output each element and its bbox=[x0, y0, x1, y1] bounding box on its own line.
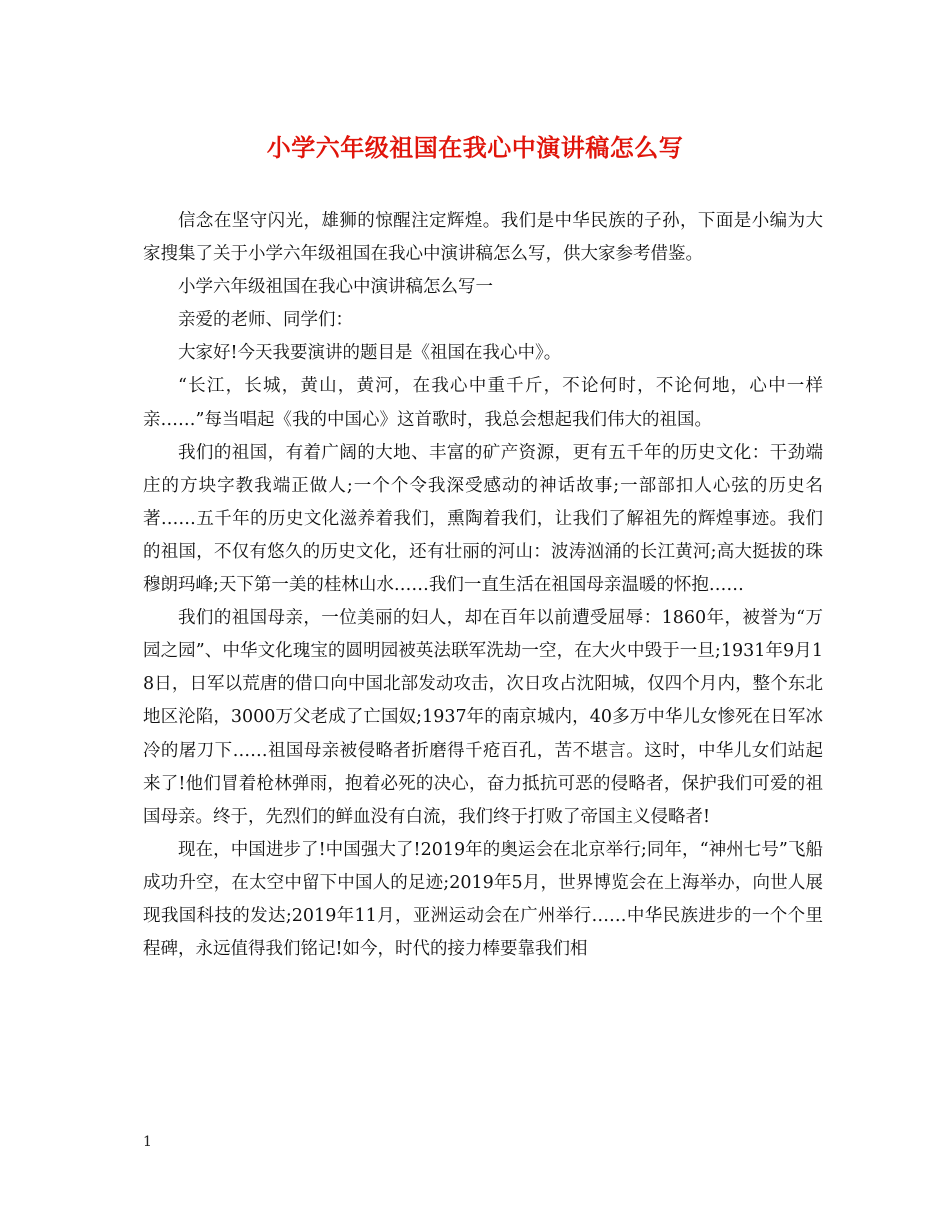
paragraph-song: “长江，长城，黄山，黄河，在我心中重千斤，不论何时，不论何地，心中一样亲……”每当唱起《我的中国心》这首歌时，我总会想起我们伟大的祖国。 bbox=[143, 376, 823, 430]
paragraph-intro: 信念在坚守闪光，雄狮的惊醒注定辉煌。我们是中华民族的子孙，下面是小编为大家搜集了关于小学六年级祖国在我心中演讲稿怎么写，供大家参考借鉴。 bbox=[143, 211, 823, 265]
document-title: 小学六年级祖国在我心中演讲稿怎么写 bbox=[266, 133, 684, 162]
paragraph-section-heading: 小学六年级祖国在我心中演讲稿怎么写一 bbox=[178, 277, 493, 298]
paragraph-greeting: 大家好!今天我要演讲的题目是《祖国在我心中》。 bbox=[178, 343, 562, 364]
page-number: 1 bbox=[143, 1134, 152, 1150]
paragraph-progress: 现在，中国进步了!中国强大了!2019年的奥运会在北京举行;同年，“神州七号”飞船成功升空，在太空中留下中国人的足迹;2019年5月，世界博览会在上海举办，向世人展现我国科技的发达;2019年11月，亚洲运动会在广州举行……中华民族进步的一个个里程碑，永远值得我们铭记!如今，时代的接力棒要靠我们相 bbox=[143, 839, 823, 960]
document-body bbox=[143, 205, 823, 966]
paragraph-history-culture: 我们的祖国，有着广阔的大地、丰富的矿产资源，更有五千年的历史文化：干劲端庄的方块字教我端正做人;一个个令我深受感动的神话故事;一部部扣人心弦的历史名著……五千年的历史文化滋养着我们，熏陶着我们，让我们了解祖先的辉煌事迹。我们的祖国，不仅有悠久的历史文化，还有壮丽的河山：波涛汹涌的长江黄河;高大挺拔的珠穆朗玛峰;天下第一美的桂林山水……我们一直生活在祖国母亲温暖的怀抱…… bbox=[143, 442, 823, 596]
paragraph-salutation: 亲爱的老师、同学们： bbox=[178, 310, 353, 331]
paragraph-humiliation: 我们的祖国母亲，一位美丽的妇人，却在百年以前遭受屈辱：1860年，被誉为“万园之园”、中华文化瑰宝的圆明园被英法联军洗劫一空，在大火中毁于一旦;1931年9月18日，日军以荒唐的借口向中国北部发动攻击，次日攻占沈阳城，仅四个月内，整个东北地区沦陷，3000万父老成了亡国奴;1937年的南京城内，40多万中华儿女惨死在日军冰冷的屠刀下……祖国母亲被侵略者折磨得千疮百孔，苦不堪言。这时，中华儿女们站起来了!他们冒着枪林弹雨，抱着必死的决心，奋力抵抗可恶的侵略者，保护我们可爱的祖国母亲。终于，先烈们的鲜血没有白流，我们终于打败了帝国主义侵略者! bbox=[143, 608, 823, 827]
